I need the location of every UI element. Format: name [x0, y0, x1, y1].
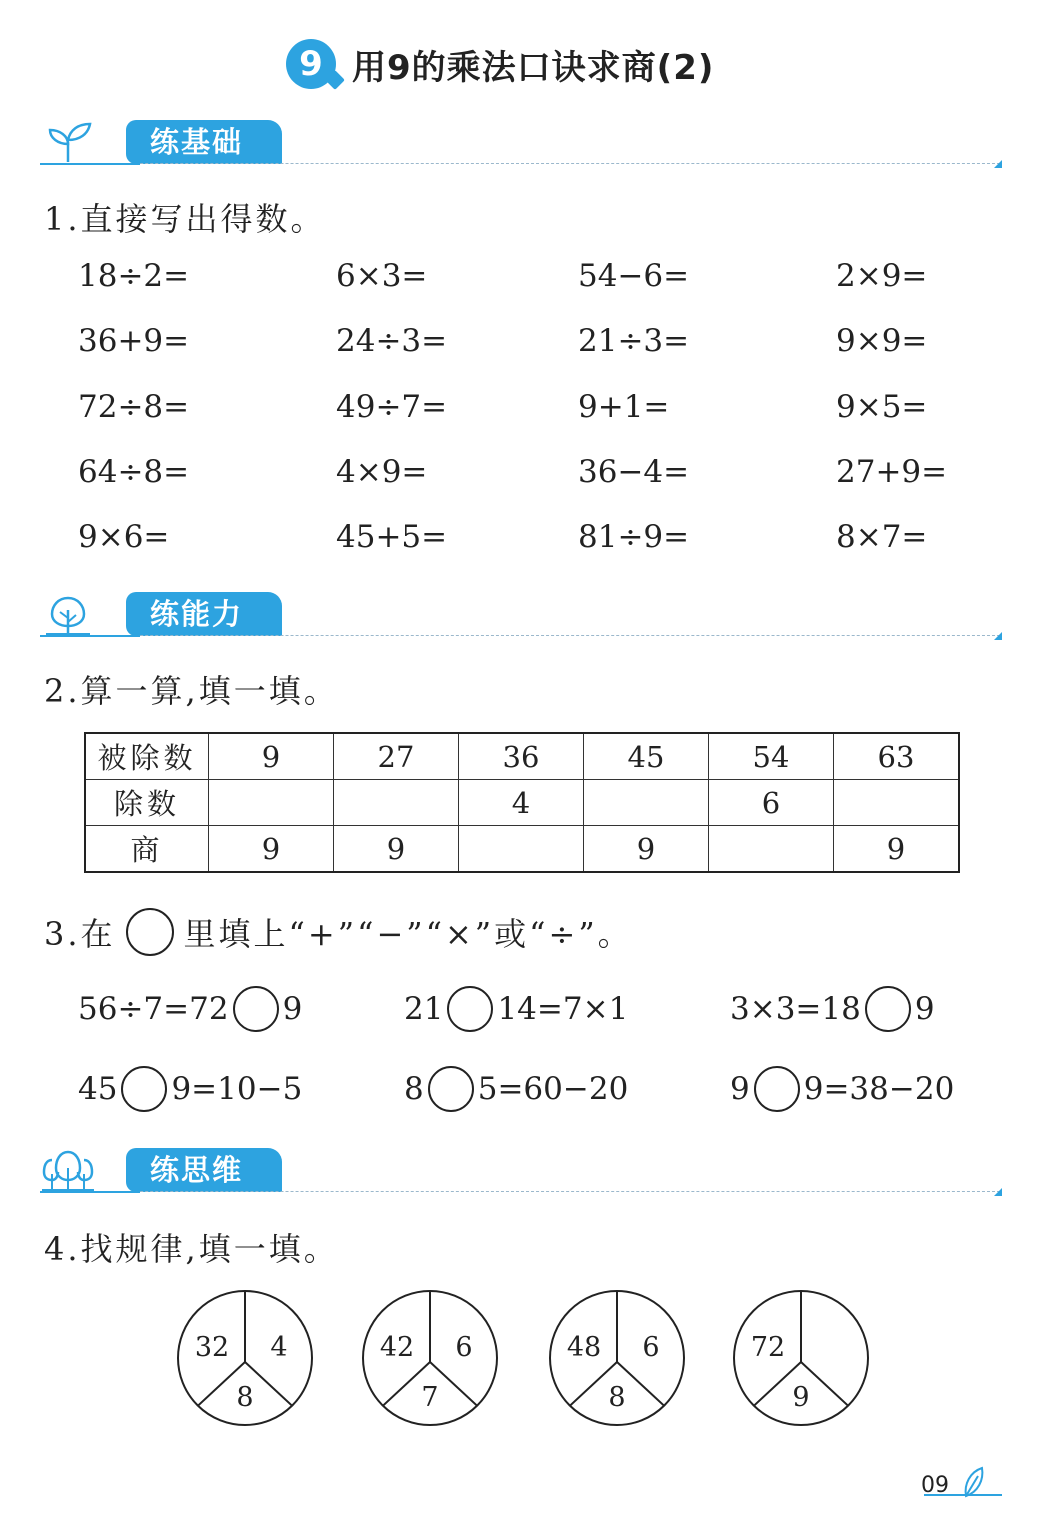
question-4-heading: 4.找规律,填一填。: [44, 1230, 339, 1268]
wheel-number-left: 48: [566, 1332, 602, 1363]
table-cell: 4: [459, 780, 584, 826]
quotient-row: [85, 826, 959, 873]
wheel-number-left: 32: [194, 1332, 230, 1363]
equation: 49÷7=: [336, 389, 448, 425]
equation: 9×5=: [836, 389, 928, 425]
operator-blank-circle[interactable]: [754, 1066, 800, 1112]
equation: 27+9=: [836, 454, 948, 490]
division-table: [84, 732, 960, 873]
expression-left: 8: [404, 1071, 424, 1107]
operator-blank-circle[interactable]: [865, 986, 911, 1032]
pattern-circles: [0, 1280, 1064, 1440]
table-cell: 9: [834, 826, 960, 873]
answer-circle-icon: [126, 908, 174, 956]
table-cell: 9: [209, 826, 334, 873]
wheel-number-right: 6: [455, 1332, 473, 1363]
sprout-icon: [40, 116, 96, 166]
table-cell: 27: [334, 733, 459, 780]
expression-left: 21: [404, 991, 444, 1027]
section-tab-thinking: 练思维: [136, 1148, 282, 1192]
operator-blank-circle[interactable]: [121, 1066, 167, 1112]
operator-fill-item: [78, 1066, 302, 1112]
equation: 8×7=: [836, 519, 928, 555]
page-number-underline: [924, 1494, 1002, 1496]
equation: 18÷2=: [78, 258, 190, 294]
expression-right: 5=60−20: [477, 1071, 629, 1107]
expression-right: 9: [914, 991, 935, 1027]
page-number: 09: [921, 1466, 986, 1498]
operator-blank-circle[interactable]: [447, 986, 493, 1032]
table-cell: 63: [834, 733, 960, 780]
wheel-number-bottom: 8: [236, 1382, 254, 1413]
lesson-title: 用9的乘法口诀求商(2): [352, 47, 715, 88]
wheel-number-left: 72: [750, 1332, 786, 1363]
equation: 81÷9=: [578, 519, 690, 555]
section-header-thinking: [40, 1144, 1000, 1194]
table-cell[interactable]: [209, 780, 334, 826]
wheel-number-left: 42: [379, 1332, 415, 1363]
row-header: 除数: [85, 780, 209, 826]
expression-left: 56÷7=72: [78, 991, 229, 1027]
divisor-row: [85, 780, 959, 826]
table-cell: 6: [709, 780, 834, 826]
section-tab-basic: 练基础: [136, 120, 282, 164]
operator-blank-circle[interactable]: [428, 1066, 474, 1112]
equation: 9×9=: [836, 323, 928, 359]
wheel-number-right: 6: [642, 1332, 660, 1363]
table-cell[interactable]: [709, 826, 834, 873]
expression-left: 3×3=18: [730, 991, 861, 1027]
table-cell[interactable]: [334, 780, 459, 826]
section-header-basic: [40, 116, 1000, 166]
table-cell: 9: [584, 826, 709, 873]
number-wheel: [734, 1291, 868, 1425]
equation: 21÷3=: [578, 323, 690, 359]
row-header: 商: [85, 826, 209, 873]
expression-left: 9: [730, 1071, 750, 1107]
number-wheel: [363, 1291, 497, 1425]
equation: 72÷8=: [78, 389, 190, 425]
trees-icon: [40, 1144, 96, 1194]
wheel-number-right: 4: [270, 1332, 288, 1363]
number-wheel: [550, 1291, 684, 1425]
expression-right: 9=10−5: [171, 1071, 303, 1107]
table-cell[interactable]: [834, 780, 960, 826]
operator-fill-item: [78, 986, 302, 1032]
equation: 64÷8=: [78, 454, 190, 490]
wheel-number-bottom: 7: [421, 1382, 439, 1413]
question-1-heading: 1.直接写出得数。: [44, 200, 326, 238]
operator-fill-item: [730, 1066, 954, 1112]
equation: 36−4=: [578, 454, 690, 490]
operator-fill-item: [730, 986, 935, 1032]
lesson-number-badge: 9: [286, 39, 336, 89]
wheel-number-bottom: 8: [608, 1382, 626, 1413]
equation: 9+1=: [578, 389, 670, 425]
section-header-ability: [40, 588, 1000, 638]
operator-fill-item: [404, 1066, 628, 1112]
equation: 24÷3=: [336, 323, 448, 359]
table-cell: 36: [459, 733, 584, 780]
equation: 36+9=: [78, 323, 190, 359]
equation: 2×9=: [836, 258, 928, 294]
section-tab-ability: 练能力: [136, 592, 282, 636]
row-header: 被除数: [85, 733, 209, 780]
expression-right: 9: [282, 991, 303, 1027]
dividend-row: [85, 733, 959, 780]
number-wheel: [178, 1291, 312, 1425]
equation: 54−6=: [578, 258, 690, 294]
question-3-heading: 3.在 里填上“+”“−”“×”或“÷”。: [44, 908, 633, 956]
equation: 9×6=: [78, 519, 170, 555]
table-cell: 9: [334, 826, 459, 873]
table-cell: 45: [584, 733, 709, 780]
operator-blank-circle[interactable]: [233, 986, 279, 1032]
wheel-number-bottom: 9: [792, 1382, 810, 1413]
equation: 6×3=: [336, 258, 428, 294]
equation: 45+5=: [336, 519, 448, 555]
operator-fill-item: [404, 986, 628, 1032]
table-cell: 54: [709, 733, 834, 780]
table-cell[interactable]: [459, 826, 584, 873]
question-2-heading: 2.算一算,填一填。: [44, 672, 339, 710]
table-cell: 9: [209, 733, 334, 780]
equation: 4×9=: [336, 454, 428, 490]
expression-right: 14=7×1: [497, 991, 629, 1027]
expression-left: 45: [78, 1071, 118, 1107]
tree-icon: [40, 588, 96, 638]
expression-right: 9=38−20: [803, 1071, 955, 1107]
table-cell[interactable]: [584, 780, 709, 826]
page-title: [286, 34, 714, 94]
